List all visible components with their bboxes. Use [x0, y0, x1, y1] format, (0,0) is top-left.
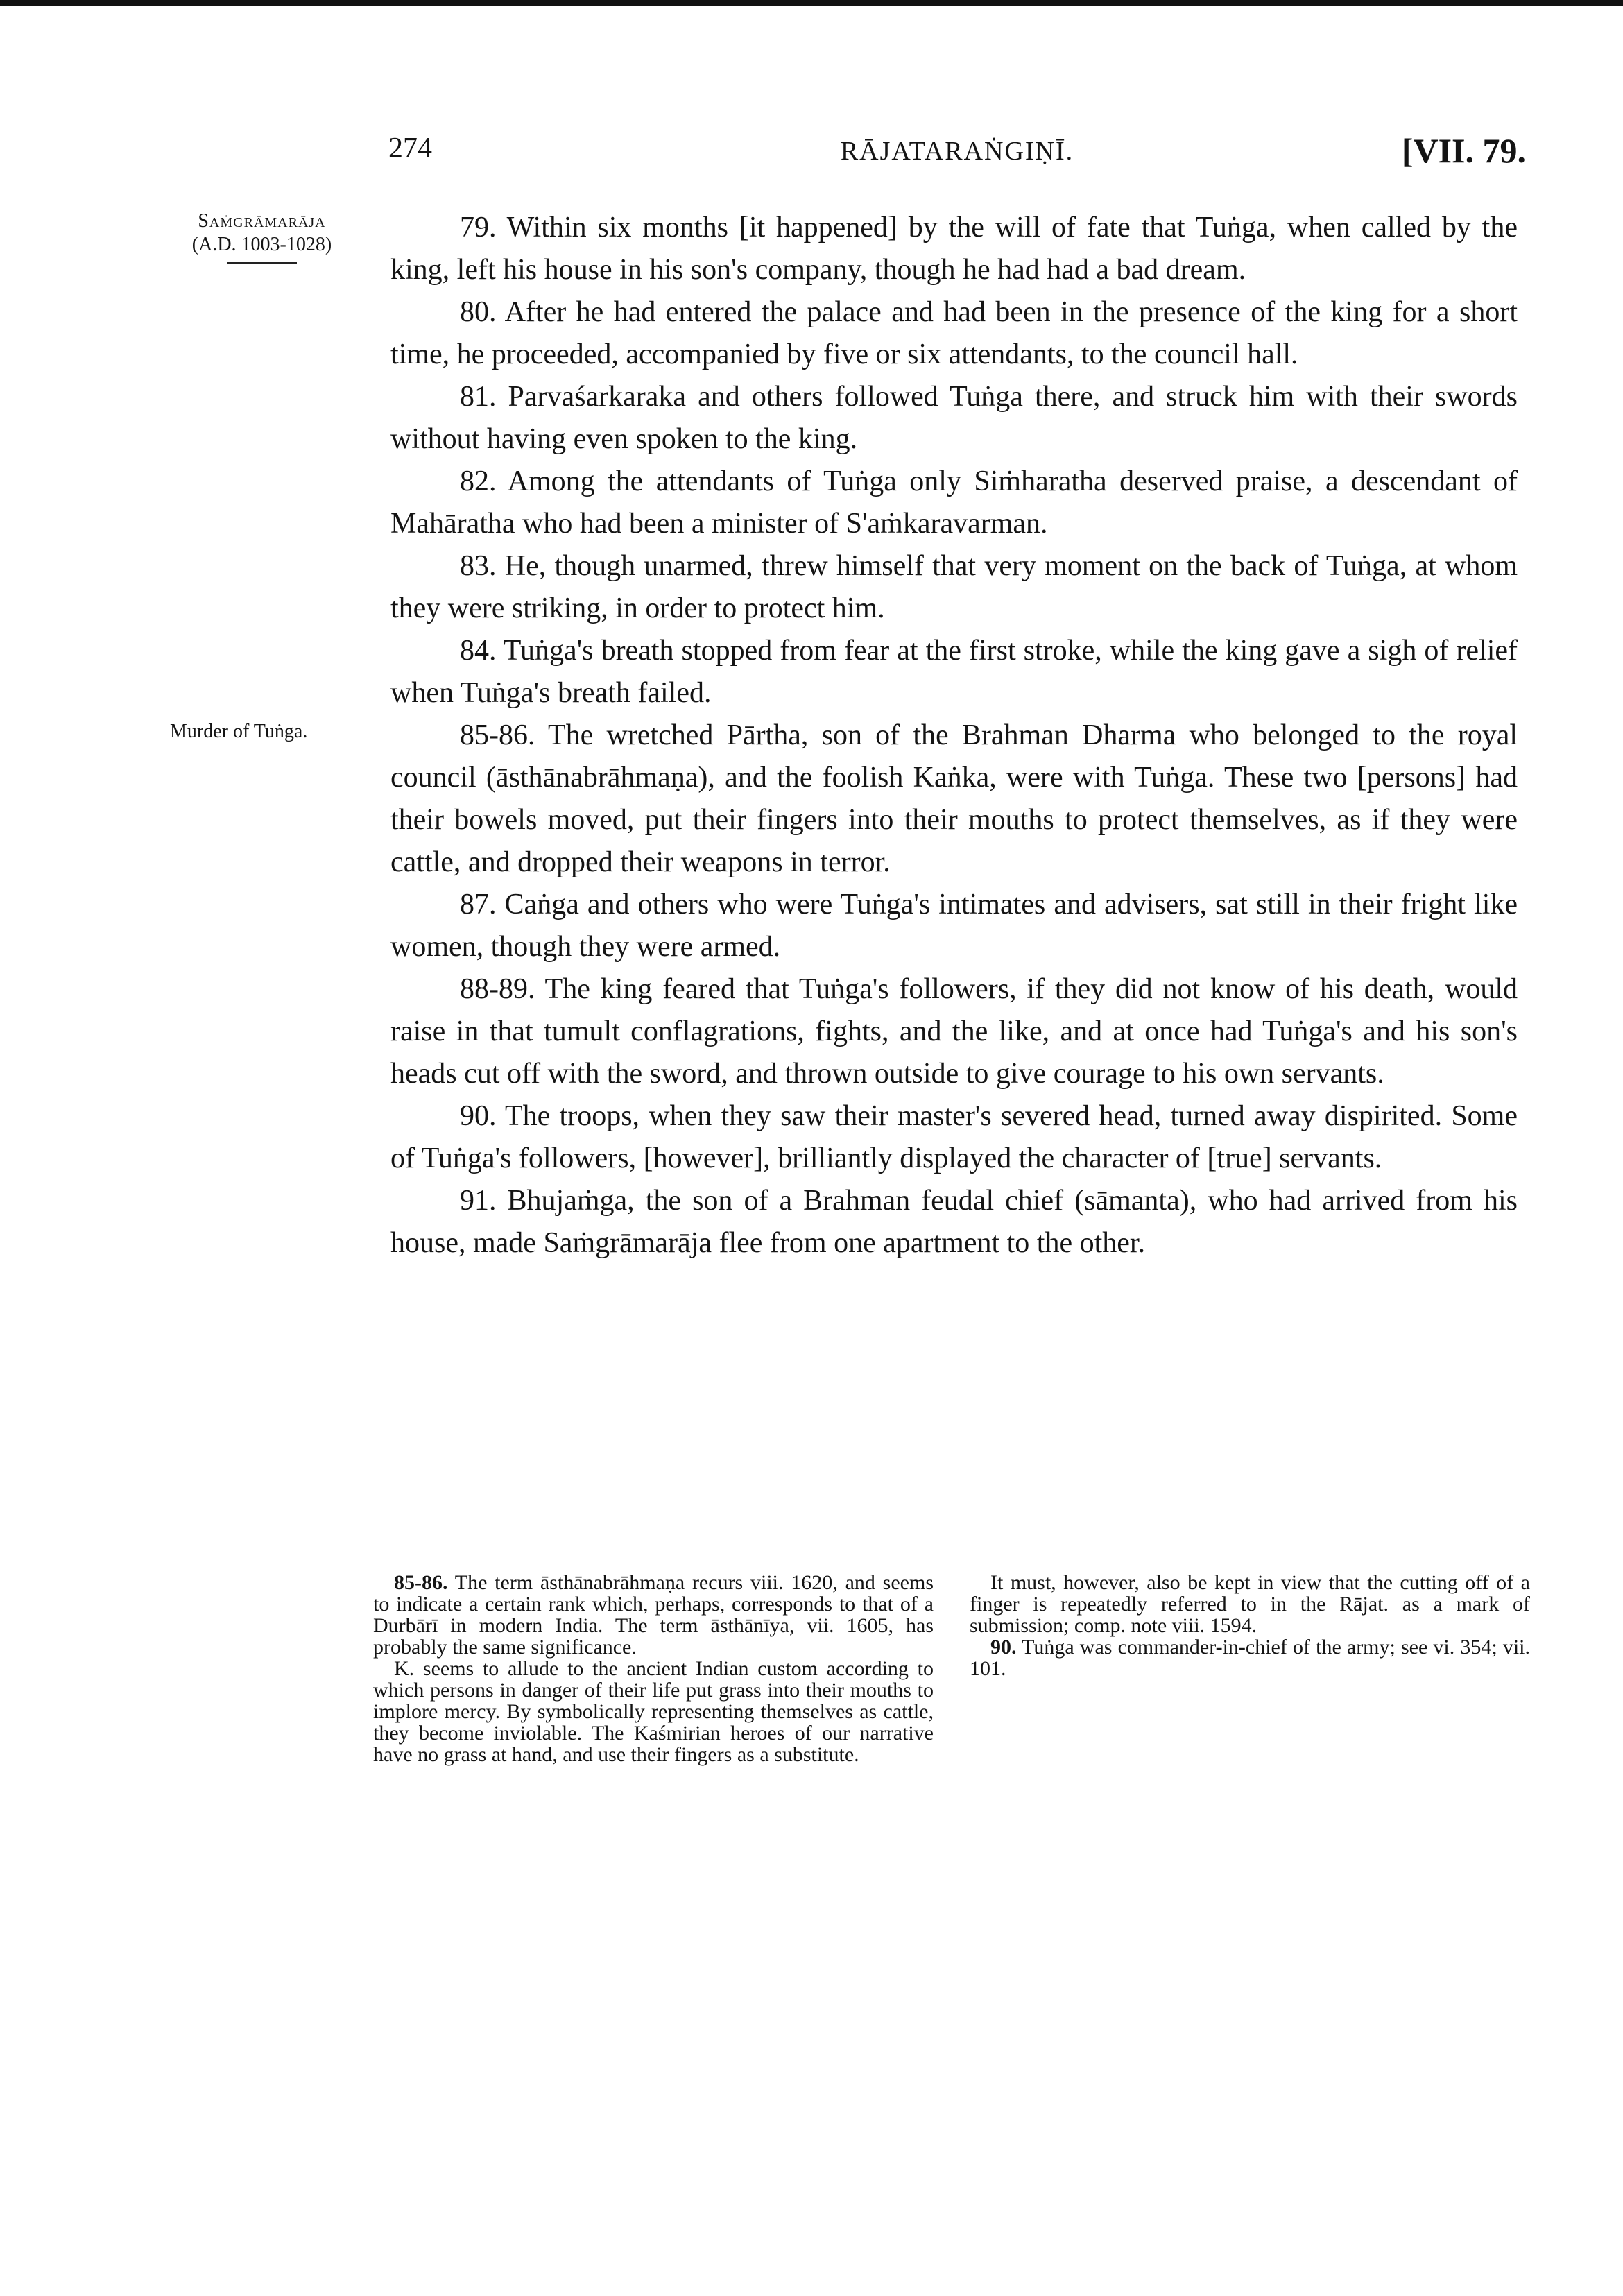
- running-title: RĀJATARAṄGIṆĪ.: [840, 137, 1074, 166]
- verse-paragraph: 83. He, though unarmed, threw himself that very moment on the back of Tuṅga, at whom they were striking, in order to protect him.: [390, 550, 1518, 624]
- footnote-85-86-label: 85-86.: [394, 1571, 448, 1594]
- margin-ruler-note: [156, 209, 368, 264]
- footnote-90-label: 90.: [990, 1636, 1017, 1659]
- top-border-rule: [0, 0, 1623, 6]
- verse-paragraph: 82. Among the attendants of Tuṅga only Siṁharatha deserved praise, a descendant of Mahāratha who had been a minister of S'aṁkaravarman.: [390, 465, 1518, 540]
- page-header: [388, 132, 1526, 180]
- page-number: 274: [388, 132, 432, 164]
- section-reference: [VII. 79.: [1401, 131, 1526, 170]
- footnotes-right-column: [970, 1572, 1530, 1679]
- verse-paragraph: 84. Tuṅga's breath stopped from fear at the first stroke, while the king gave a sigh of relief when Tuṅga's breath failed.: [390, 635, 1518, 709]
- footnote-85-86: [373, 1572, 934, 1658]
- main-text-body: [390, 207, 1518, 1265]
- verse-paragraph: 85-86. The wretched Pārtha, son of the Brahman Dharma who belonged to the royal council (āsthānabrāhmaṇa), and the foolish Kaṅka, were with Tuṅga. These two [persons] had their bowels moved, put their fingers into their mouths to protect themselves, as if they were cattle, and dropped their weapons in terror.: [390, 719, 1518, 878]
- margin-murder-note: Murder of Tuṅga.: [170, 721, 308, 742]
- margin-ruler-dates: (A.D. 1003-1028): [191, 234, 332, 255]
- verse-paragraph: 81. Parvaśarkaraka and others followed Tuṅga there, and struck him with their swords without having even spoken to the king.: [390, 381, 1518, 455]
- margin-ruler-name: Saṁgrāmarāja: [198, 210, 326, 232]
- footnote-finger-note: It must, however, also be kept in view that the cutting off of a finger is repeatedly referred to in the Rājat. as a mark of submission; comp. note viii. 1594.: [970, 1571, 1530, 1637]
- verse-paragraph: 80. After he had entered the palace and had been in the presence of the king for a short time, he proceeded, accompanied by five or six attendants, to the council hall.: [390, 296, 1518, 370]
- footnote-90: [970, 1636, 1530, 1679]
- verse-paragraph: 90. The troops, when they saw their master's severed head, turned away dispirited. Some of Tuṅga's followers, [however], brilliantly displayed the character of [true] servants.: [390, 1100, 1518, 1174]
- verse-paragraph: 87. Caṅga and others who were Tuṅga's intimates and advisers, sat still in their fright like women, though they were armed.: [390, 889, 1518, 963]
- verse-paragraph: 91. Bhujaṁga, the son of a Brahman feudal chief (sāmanta), who had arrived from his house, made Saṁgrāmarāja flee from one apartment to the other.: [390, 1185, 1518, 1259]
- verse-paragraph: 79. Within six months [it happened] by the will of fate that Tuṅga, when called by the king, left his house in his son's company, though he had had a bad dream.: [390, 212, 1518, 286]
- verse-paragraph: 88-89. The king feared that Tuṅga's followers, if they did not know of his death, would raise in that tumult conflagrations, fights, and the like, and at once had Tuṅga's and his son's heads cut off with the sword, and thrown outside to give courage to his own servants.: [390, 973, 1518, 1090]
- footnote-90-text: Tuṅga was commander-in-chief of the army; see vi. 354; vii. 101.: [970, 1636, 1530, 1680]
- margin-rule: [227, 262, 297, 264]
- footnote-grass-custom: K. seems to allude to the ancient Indian custom according to which persons in danger of their life put grass into their mouths to implore mercy. By symbolically representing themselves as cattle, they become inviolable. The Kaśmirian heroes of our narrative have no grass at hand, and use their fingers as a substitute.: [373, 1657, 934, 1766]
- footnotes-left-column: [373, 1572, 934, 1765]
- footnote-85-86-text: The term āsthānabrāhmaṇa recurs viii. 1620, and seems to indicate a certain rank which, perhaps, corresponds to that of a Durbārī in modern India. The term āsthānīya, vii. 1605, has probably the same significance.: [373, 1571, 934, 1659]
